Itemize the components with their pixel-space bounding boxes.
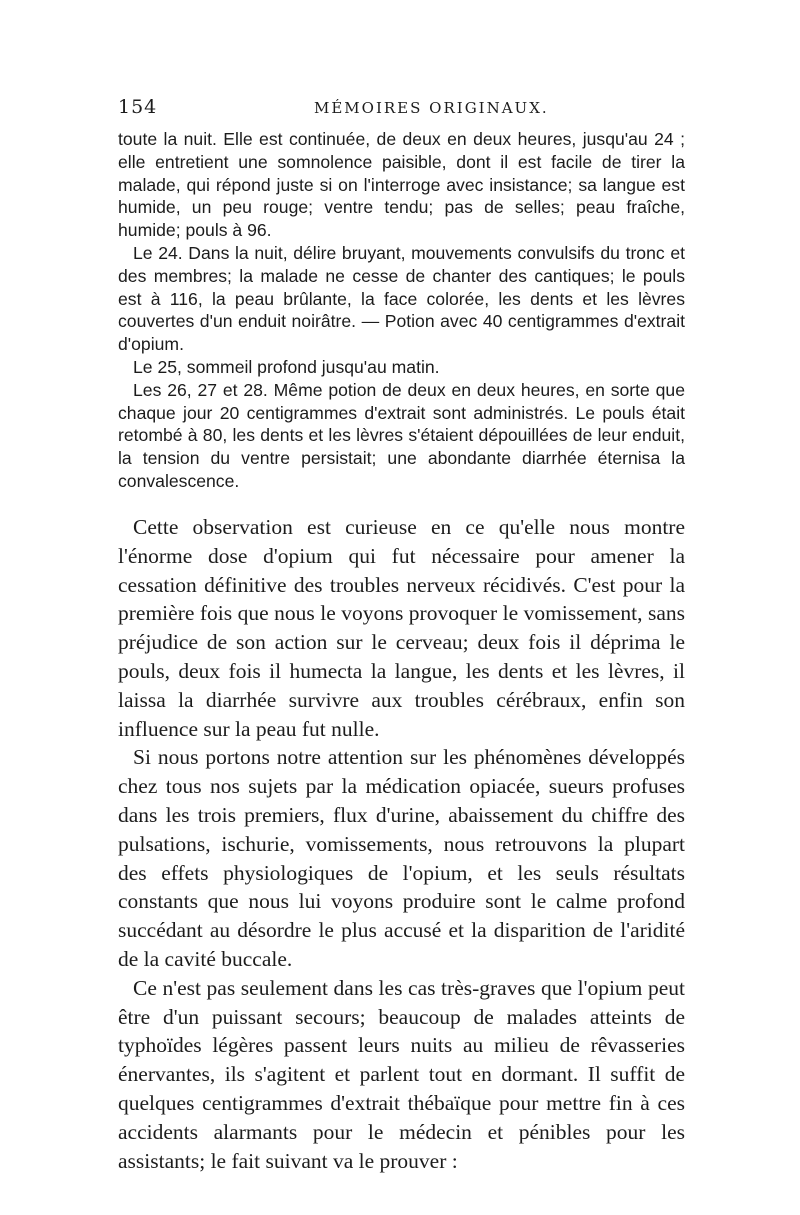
commentary bbox=[118, 513, 685, 1175]
observation-continuation: toute la nuit. Elle est continuée, de deux en deux heures, jusqu'au 24 ; elle entretient une somnolence paisible, dont il est facile de tirer la malade, qui répond juste si on l'interroge avec insistance; sa langue est humide, un peu rouge; ventre tendu; pas de selles; peau fraîche, humide; pouls à 96. bbox=[118, 129, 685, 241]
observation-day-25: Le 25, sommeil profond jusqu'au matin. bbox=[133, 356, 440, 377]
observation-day-24: Le 24. Dans la nuit, délire bruyant, mouvements convulsifs du tronc et des membres; la malade ne cesse de chanter des cantiques; le pouls est à 116, la peau brûlante, la face colorée, les dents et les lèvres couvertes d'un enduit noirâtre. — Potion avec 40 centigrammes d'extrait d'opium. bbox=[118, 242, 685, 355]
page-header bbox=[118, 96, 686, 126]
running-title: MÉMOIRES ORIGINAUX. bbox=[314, 99, 549, 117]
commentary-paragraph-3: Ce n'est pas seulement dans les cas très-graves que l'opium peut être d'un puissant secours; beaucoup de malades atteints de typhoïdes légères passent leurs nuits au milieu de rêvasseries énervantes, ils s'agitent et parlent tout en dormant. Il suffit de quelques centigrammes d'extrait thébaïque pour mettre fin à ces accidents alarmants pour le médecin et pénibles pour les assistants; le fait suivant va le prouver : bbox=[118, 975, 685, 1173]
case-observation bbox=[118, 128, 685, 493]
commentary-paragraph-1: Cette observation est curieuse en ce qu'elle nous montre l'énorme dose d'opium qui fut nécessaire pour amener la cessation définitive des troubles nerveux récidivés. C'est pour la première fois que nous le voyons provoquer le vomissement, sans préjudice de son action sur le cerveau; deux fois il déprima le pouls, deux fois il humecta la langue, les dents et les lèvres, il laissa la diarrhée survivre aux troubles cérébraux, enfin son influence sur la peau fut nulle. bbox=[118, 515, 685, 741]
commentary-paragraph-2: Si nous portons notre attention sur les phénomènes développés chez tous nos sujets par la médication opiacée, sueurs profuses dans les trois premiers, flux d'urine, abaissement du chiffre des pulsations, ischurie, vomissements, nous retrouvons la plupart des effets physiologiques de l'opium, et les seuls résultats constants que nous lui voyons produire sont le calme profond succédant au désordre le plus accusé et la disparition de l'aridité de la cavité buccale. bbox=[118, 745, 685, 971]
observation-days-26-28: Les 26, 27 et 28. Même potion de deux en deux heures, en sorte que chaque jour 20 centigrammes d'extrait sont administrés. Le pouls était retombé à 80, les dents et les lèvres s'étaient dépouillées de leur enduit, la tension du ventre persistait; une abondante diarrhée éternisa la convalescence. bbox=[118, 379, 685, 491]
page-number: 154 bbox=[118, 96, 158, 118]
